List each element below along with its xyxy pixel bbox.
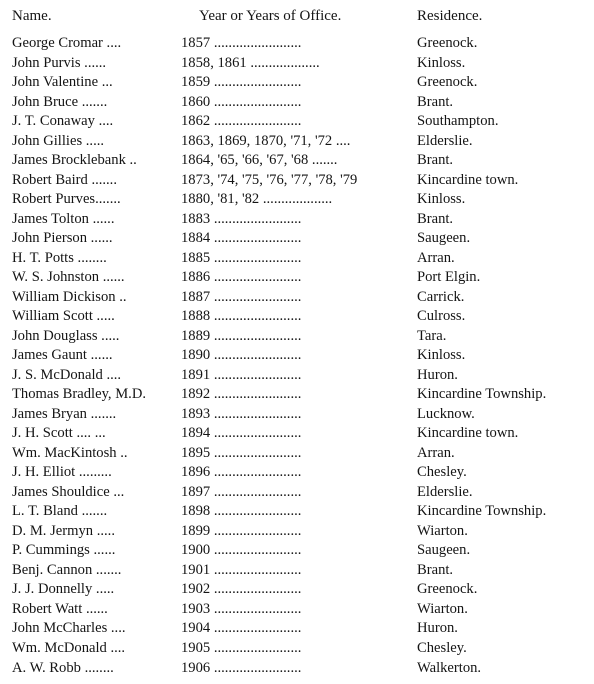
header-years: Year or Years of Office. [199, 8, 342, 24]
residence: Brant. [417, 152, 454, 169]
table-row [0, 288, 594, 308]
residence: Chesley. [417, 639, 467, 656]
officer-name: A. W. Robb ........ [12, 659, 114, 676]
table-row [0, 190, 594, 210]
table-row [0, 327, 594, 347]
officer-name: James Bryan ....... [12, 405, 117, 422]
table-row [0, 171, 594, 191]
office-holders-list [0, 34, 594, 678]
table-row [0, 405, 594, 425]
table-row [0, 561, 594, 581]
table-row [0, 463, 594, 483]
years-of-office: 1901 ........................ [181, 561, 302, 578]
table-row [0, 132, 594, 152]
residence: Walkerton. [417, 659, 482, 676]
table-row [0, 249, 594, 269]
table-row [0, 112, 594, 132]
residence: Greenock. [417, 74, 478, 91]
table-row [0, 483, 594, 503]
officer-name: John McCharles .... [12, 620, 126, 637]
officer-name: John Douglass ..... [12, 327, 120, 344]
years-of-office: 1860 ........................ [181, 93, 302, 110]
years-of-office: 1858, 1861 ................... [181, 54, 320, 71]
years-of-office: 1906 ........................ [181, 659, 302, 676]
residence: Southampton. [417, 113, 499, 130]
table-row [0, 307, 594, 327]
officer-name: J. H. Scott .... ... [12, 425, 106, 442]
years-of-office: 1892 ........................ [181, 386, 302, 403]
officer-name: Benj. Cannon ....... [12, 561, 122, 578]
table-row [0, 93, 594, 113]
years-of-office: 1857 ........................ [181, 35, 302, 51]
residence: Kinloss. [417, 347, 466, 364]
table-row [0, 210, 594, 230]
residence: Port Elgin. [417, 269, 481, 286]
officer-name: John Valentine ... [12, 74, 113, 91]
residence: Elderslie. [417, 132, 473, 149]
officer-name: Wm. McDonald .... [12, 639, 126, 656]
residence: Saugeen. [417, 542, 471, 559]
years-of-office: 1886 ........................ [181, 269, 302, 286]
officer-name: John Bruce ....... [12, 93, 108, 110]
residence: Carrick. [417, 288, 465, 305]
header-residence: Residence. [417, 8, 483, 24]
residence: Wiarton. [417, 600, 468, 617]
officer-name: J. T. Conaway .... [12, 113, 114, 130]
residence: Arran. [417, 444, 455, 461]
years-of-office: 1903 ........................ [181, 600, 302, 617]
officer-name: Robert Watt ...... [12, 600, 108, 617]
years-of-office: 1890 ........................ [181, 347, 302, 364]
years-of-office: 1887 ........................ [181, 288, 302, 305]
years-of-office: 1859 ........................ [181, 74, 302, 91]
officer-name: John Gillies ..... [12, 132, 105, 149]
residence: Lucknow. [417, 405, 475, 422]
table-row [0, 502, 594, 522]
table-row [0, 659, 594, 679]
officer-name: P. Cummings ...... [12, 542, 116, 559]
officer-name: J. S. McDonald .... [12, 366, 122, 383]
officer-name: Robert Baird ....... [12, 171, 117, 188]
years-of-office: 1897 ........................ [181, 483, 302, 500]
table-row [0, 229, 594, 249]
table-row [0, 600, 594, 620]
residence: Chesley. [417, 464, 467, 481]
years-of-office: 1905 ........................ [181, 639, 302, 656]
officer-name: Thomas Bradley, M.D. [12, 386, 147, 403]
officer-name: Wm. MacKintosh .. [12, 444, 128, 461]
officer-name: William Dickison .. [12, 288, 127, 305]
officer-name: L. T. Bland ....... [12, 503, 108, 520]
residence: Culross. [417, 308, 466, 325]
officer-name: William Scott ..... [12, 308, 115, 325]
years-of-office: 1900 ........................ [181, 542, 302, 559]
residence: Brant. [417, 561, 454, 578]
table-row [0, 268, 594, 288]
years-of-office: 1904 ........................ [181, 620, 302, 637]
residence: Greenock. [417, 581, 478, 598]
residence: Wiarton. [417, 522, 468, 539]
table-row [0, 366, 594, 386]
years-of-office: 1889 ........................ [181, 327, 302, 344]
years-of-office: 1896 ........................ [181, 464, 302, 481]
residence: Brant. [417, 93, 454, 110]
years-of-office: 1894 ........................ [181, 425, 302, 442]
years-of-office: 1893 ........................ [181, 405, 302, 422]
residence: Kincardine Township. [417, 386, 547, 403]
officer-name: J. H. Elliot ......... [12, 464, 112, 481]
table-row [0, 424, 594, 444]
table-row [0, 522, 594, 542]
years-of-office: 1883 ........................ [181, 210, 302, 227]
table-row [0, 385, 594, 405]
years-of-office: 1864, '65, '66, '67, '68 ....... [181, 152, 338, 169]
officer-name: H. T. Potts ........ [12, 249, 107, 266]
residence: Kincardine Township. [417, 503, 547, 520]
residence: Greenock. [417, 35, 478, 51]
officer-name: James Gaunt ...... [12, 347, 113, 364]
years-of-office: 1885 ........................ [181, 249, 302, 266]
table-row [0, 619, 594, 639]
residence: Kinloss. [417, 191, 466, 208]
years-of-office: 1899 ........................ [181, 522, 302, 539]
officer-name: James Shouldice ... [12, 483, 125, 500]
years-of-office: 1891 ........................ [181, 366, 302, 383]
header-name: Name. [12, 8, 52, 24]
years-of-office: 1895 ........................ [181, 444, 302, 461]
officer-name: James Brocklebank .. [12, 152, 137, 169]
residence: Kincardine town. [417, 425, 519, 442]
officer-name: John Pierson ...... [12, 230, 113, 247]
years-of-office: 1898 ........................ [181, 503, 302, 520]
officer-name: George Cromar .... [12, 35, 122, 51]
officer-name: John Purvis ...... [12, 54, 107, 71]
table-row [0, 34, 594, 54]
residence: Huron. [417, 366, 458, 383]
residence: Kinloss. [417, 54, 466, 71]
table-row [0, 639, 594, 659]
table-row [0, 541, 594, 561]
residence: Huron. [417, 620, 458, 637]
table-row [0, 580, 594, 600]
officer-name: J. J. Donnelly ..... [12, 581, 115, 598]
officer-name: James Tolton ...... [12, 210, 115, 227]
residence: Arran. [417, 249, 455, 266]
residence: Kincardine town. [417, 171, 519, 188]
years-of-office: 1862 ........................ [181, 113, 302, 130]
residence: Tara. [417, 327, 447, 344]
table-row [0, 73, 594, 93]
officer-name: Robert Purves....... [12, 191, 121, 208]
years-of-office: 1863, 1869, 1870, '71, '72 .... [181, 132, 351, 149]
residence: Saugeen. [417, 230, 471, 247]
years-of-office: 1884 ........................ [181, 230, 302, 247]
years-of-office: 1880, '81, '82 ................... [181, 191, 333, 208]
table-row [0, 151, 594, 171]
years-of-office: 1902 ........................ [181, 581, 302, 598]
years-of-office: 1873, '74, '75, '76, '77, '78, '79 [181, 171, 358, 188]
residence: Elderslie. [417, 483, 473, 500]
officer-name: D. M. Jermyn ..... [12, 522, 115, 539]
officer-name: W. S. Johnston ...... [12, 269, 125, 286]
years-of-office: 1888 ........................ [181, 308, 302, 325]
table-row [0, 444, 594, 464]
table-row [0, 346, 594, 366]
table-row [0, 54, 594, 74]
residence: Brant. [417, 210, 454, 227]
